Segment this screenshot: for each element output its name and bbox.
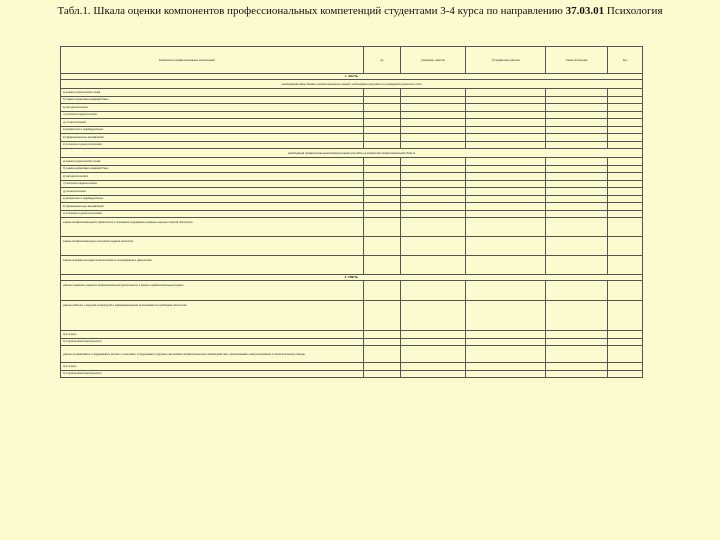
score-cell[interactable] — [608, 141, 643, 149]
score-cell[interactable] — [546, 218, 608, 237]
score-cell[interactable] — [546, 173, 608, 181]
score-cell[interactable] — [608, 363, 643, 371]
score-cell[interactable] — [466, 301, 546, 331]
table-row — [61, 210, 643, 218]
score-cell[interactable] — [546, 195, 608, 203]
block-heading-label: необходимый профессиональный минимум знаний для работы в конкретной профессиональной области — [61, 149, 643, 158]
score-cell[interactable] — [466, 210, 546, 218]
score-cell[interactable] — [401, 96, 466, 104]
table-row — [61, 119, 643, 127]
score-cell[interactable] — [466, 134, 546, 142]
score-cell[interactable] — [364, 281, 401, 301]
score-cell[interactable] — [364, 218, 401, 237]
row-label: а) знания теоретических основ — [61, 89, 364, 97]
score-cell[interactable] — [466, 218, 546, 237]
score-cell[interactable] — [608, 203, 643, 211]
score-cell[interactable] — [608, 218, 643, 237]
score-cell[interactable] — [546, 210, 608, 218]
score-cell[interactable] — [364, 210, 401, 218]
row-label: знание профессиональной терминологии и понимание содержания основных научных понятий психологии — [61, 218, 364, 237]
score-cell[interactable] — [546, 301, 608, 331]
table-row — [61, 346, 643, 363]
score-cell[interactable] — [401, 256, 466, 275]
score-cell[interactable] — [401, 346, 466, 363]
score-cell[interactable] — [466, 165, 546, 173]
table-row — [61, 338, 643, 346]
row-label: знание основных методов психологического исследования и диагностики — [61, 256, 364, 275]
score-cell[interactable] — [401, 104, 466, 112]
score-cell[interactable] — [608, 96, 643, 104]
score-cell[interactable] — [546, 126, 608, 134]
score-cell[interactable] — [546, 237, 608, 256]
row-label: д) технологических — [61, 188, 364, 196]
score-cell[interactable] — [364, 237, 401, 256]
score-cell[interactable] — [546, 134, 608, 142]
score-cell[interactable] — [401, 195, 466, 203]
score-cell[interactable] — [364, 89, 401, 97]
row-label: з) этических и деонтологических — [61, 210, 364, 218]
table-row — [61, 126, 643, 134]
score-cell[interactable] — [546, 119, 608, 127]
score-cell[interactable] — [401, 281, 466, 301]
score-cell[interactable] — [546, 180, 608, 188]
row-label: г) психолого-педагогических — [61, 180, 364, 188]
score-cell[interactable] — [466, 195, 546, 203]
score-cell[interactable] — [608, 370, 643, 378]
score-cell[interactable] — [466, 363, 546, 371]
score-cell[interactable] — [466, 173, 546, 181]
score-cell[interactable] — [608, 126, 643, 134]
block-heading — [61, 149, 643, 158]
score-cell[interactable] — [364, 203, 401, 211]
score-cell[interactable] — [364, 96, 401, 104]
score-cell[interactable] — [608, 165, 643, 173]
column-header: Компоненты профессиональных компетенций — [61, 47, 364, 74]
score-cell[interactable] — [364, 134, 401, 142]
score-cell[interactable] — [466, 237, 546, 256]
score-cell[interactable] — [546, 363, 608, 371]
score-cell[interactable] — [466, 281, 546, 301]
score-cell[interactable] — [466, 188, 546, 196]
score-cell[interactable] — [401, 89, 466, 97]
competency-table — [60, 46, 643, 378]
score-cell[interactable] — [608, 104, 643, 112]
score-cell[interactable] — [364, 188, 401, 196]
score-cell[interactable] — [364, 111, 401, 119]
score-cell[interactable] — [546, 96, 608, 104]
score-cell[interactable] — [546, 89, 608, 97]
table-row — [61, 188, 643, 196]
score-cell[interactable] — [546, 281, 608, 301]
score-cell[interactable] — [608, 119, 643, 127]
table-row — [61, 203, 643, 211]
score-cell[interactable] — [401, 126, 466, 134]
score-cell[interactable] — [401, 188, 466, 196]
score-cell[interactable] — [608, 210, 643, 218]
score-cell[interactable] — [466, 126, 546, 134]
row-label: а) знания теоретических основ — [61, 158, 364, 166]
score-cell[interactable] — [608, 173, 643, 181]
score-cell[interactable] — [401, 363, 466, 371]
score-cell[interactable] — [401, 119, 466, 127]
score-cell[interactable] — [608, 195, 643, 203]
row-label: в) методологических — [61, 173, 364, 181]
row-label: умение применять знания в профессиональной деятельности и решать профессиональные задачи — [61, 281, 364, 301]
row-label: в) методологических — [61, 104, 364, 112]
score-cell[interactable] — [364, 256, 401, 275]
program-code: 37.03.01 — [565, 5, 605, 17]
section-heading-label: 2. УМЕТЬ — [61, 275, 643, 281]
score-cell[interactable] — [401, 180, 466, 188]
score-cell[interactable] — [466, 119, 546, 127]
score-cell[interactable] — [546, 346, 608, 363]
score-cell[interactable] — [466, 331, 546, 339]
score-cell[interactable] — [608, 237, 643, 256]
score-cell[interactable] — [546, 338, 608, 346]
score-cell[interactable] — [401, 134, 466, 142]
score-cell[interactable] — [466, 111, 546, 119]
score-cell[interactable] — [364, 104, 401, 112]
score-cell[interactable] — [364, 338, 401, 346]
score-cell[interactable] — [364, 180, 401, 188]
score-cell[interactable] — [401, 301, 466, 331]
score-cell[interactable] — [466, 338, 546, 346]
score-cell[interactable] — [608, 134, 643, 142]
score-cell[interactable] — [364, 346, 401, 363]
score-cell[interactable] — [466, 370, 546, 378]
score-cell[interactable] — [608, 180, 643, 188]
score-cell[interactable] — [608, 331, 643, 339]
score-cell[interactable] — [546, 104, 608, 112]
score-cell[interactable] — [401, 237, 466, 256]
score-cell[interactable] — [608, 256, 643, 275]
score-cell[interactable] — [364, 165, 401, 173]
block-heading-label: необходимый набор базовых профессиональных знаний, необходимых для работы в учреждениях различного типа — [61, 80, 643, 89]
table-row — [61, 370, 643, 378]
table-row — [61, 218, 643, 237]
score-cell[interactable] — [466, 96, 546, 104]
score-cell[interactable] — [546, 165, 608, 173]
score-cell[interactable] — [364, 158, 401, 166]
score-cell[interactable] — [364, 301, 401, 331]
score-cell[interactable] — [364, 195, 401, 203]
score-cell[interactable] — [608, 281, 643, 301]
row-label: б) знания нормативно-правовой базы — [61, 96, 364, 104]
score-cell[interactable] — [401, 370, 466, 378]
score-cell[interactable] — [608, 89, 643, 97]
score-cell[interactable] — [401, 331, 466, 339]
table-row — [61, 158, 643, 166]
score-cell[interactable] — [401, 173, 466, 181]
score-cell[interactable] — [364, 119, 401, 127]
table-row — [61, 96, 643, 104]
table-row — [61, 134, 643, 142]
table-row — [61, 89, 643, 97]
score-cell[interactable] — [401, 338, 466, 346]
section-heading-label: 1. ЗНАТЬ — [61, 74, 643, 80]
score-cell[interactable] — [608, 301, 643, 331]
score-cell[interactable] — [466, 256, 546, 275]
row-label: умение устанавливать и поддерживать контакт с клиентами, сотрудниками и другими участниками профессионального взаимодействия, организовывать консультирование и психологическую помощь — [61, 346, 364, 363]
row-label: г) психолого-педагогических — [61, 111, 364, 119]
score-cell[interactable] — [546, 111, 608, 119]
table-header-row — [61, 47, 643, 74]
row-label: ж) функциональных направлений — [61, 203, 364, 211]
score-cell[interactable] — [401, 165, 466, 173]
row-label: е) возрастных и индивидуальных — [61, 195, 364, 203]
table-row — [61, 256, 643, 275]
table-row — [61, 237, 643, 256]
score-cell[interactable] — [546, 370, 608, 378]
score-cell[interactable] — [401, 203, 466, 211]
row-label: а) в теории — [61, 363, 364, 371]
row-label: е) возрастных и индивидуальных — [61, 126, 364, 134]
score-cell[interactable] — [466, 104, 546, 112]
score-cell[interactable] — [608, 338, 643, 346]
row-label: а) в теории — [61, 331, 364, 339]
column-header: все — [608, 47, 643, 74]
score-cell[interactable] — [466, 203, 546, 211]
score-cell[interactable] — [401, 111, 466, 119]
row-label: знание профессионального этического кодекса психолога — [61, 237, 364, 256]
score-cell[interactable] — [401, 141, 466, 149]
table-row — [61, 195, 643, 203]
score-cell[interactable] — [364, 141, 401, 149]
score-cell[interactable] — [364, 331, 401, 339]
score-cell[interactable] — [364, 370, 401, 378]
score-cell[interactable] — [466, 180, 546, 188]
score-cell[interactable] — [401, 210, 466, 218]
row-label: ж) функциональных направлений — [61, 134, 364, 142]
score-cell[interactable] — [401, 218, 466, 237]
score-cell[interactable] — [546, 158, 608, 166]
score-cell[interactable] — [364, 173, 401, 181]
table-row — [61, 301, 643, 331]
score-cell[interactable] — [466, 141, 546, 149]
score-cell[interactable] — [608, 346, 643, 363]
column-header: Семинары, занятия — [401, 47, 466, 74]
score-cell[interactable] — [466, 158, 546, 166]
row-label: з) этических и деонтологических — [61, 141, 364, 149]
row-label: умение работать с научной литературой и информационными источниками по проблемам психологии — [61, 301, 364, 331]
table-row — [61, 173, 643, 181]
score-cell[interactable] — [466, 346, 546, 363]
table-row — [61, 141, 643, 149]
table-row — [61, 363, 643, 371]
table-row — [61, 111, 643, 119]
table-row — [61, 180, 643, 188]
score-cell[interactable] — [608, 158, 643, 166]
score-cell[interactable] — [608, 188, 643, 196]
row-label: б) знания нормативно-правовой базы — [61, 165, 364, 173]
score-cell[interactable] — [546, 256, 608, 275]
score-cell[interactable] — [466, 89, 546, 97]
row-label: б) в практической деятельности — [61, 370, 364, 378]
table-row — [61, 281, 643, 301]
score-cell[interactable] — [546, 331, 608, 339]
table-row — [61, 165, 643, 173]
table-row — [61, 104, 643, 112]
score-cell[interactable] — [608, 111, 643, 119]
column-header: до — [364, 47, 401, 74]
table-row — [61, 331, 643, 339]
score-cell[interactable] — [546, 203, 608, 211]
score-cell[interactable] — [364, 126, 401, 134]
score-cell[interactable] — [364, 363, 401, 371]
block-heading — [61, 80, 643, 89]
row-label: б) в практической деятельности — [61, 338, 364, 346]
score-cell[interactable] — [546, 188, 608, 196]
column-header: 外 предметные занятия — [466, 47, 546, 74]
score-cell[interactable] — [401, 158, 466, 166]
score-cell[interactable] — [546, 141, 608, 149]
page-title: Табл.1. Шкала оценки компонентов профессиональных компетенций студентами 3-4 курса по направлению 37.03.01 Психология — [57, 5, 663, 17]
row-label: д) технологических — [61, 119, 364, 127]
column-header: Самостоятельная — [546, 47, 608, 74]
